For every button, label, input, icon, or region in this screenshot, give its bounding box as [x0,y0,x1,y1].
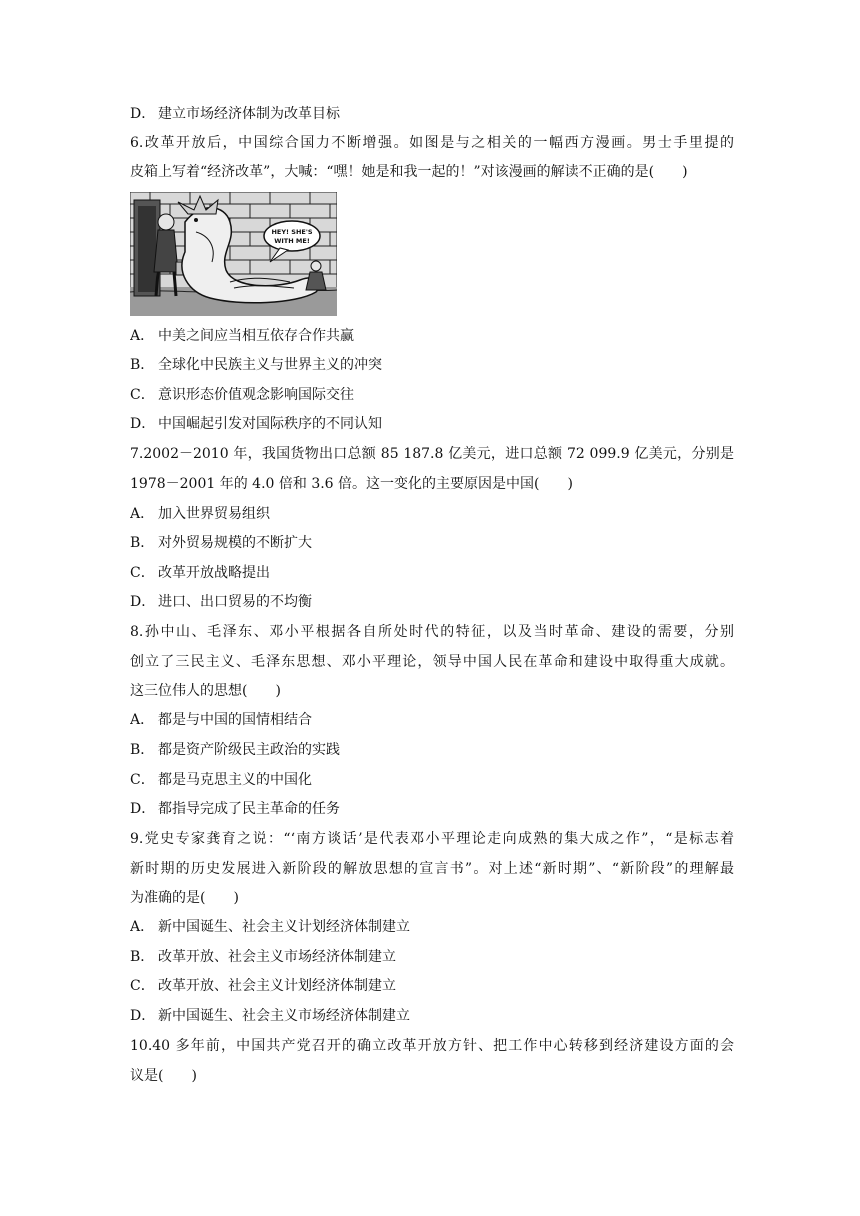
q6-cartoon-caption-line1: HEY! SHE'S [271,228,313,236]
q9-option-d-text: 新中国诞生、社会主义市场经济体制建立 [158,1008,410,1024]
q5-option-d [130,104,734,124]
q8-option-c-letter: C． [130,772,155,788]
q7-stem-line-2: 1978－2001 年的 4.0 倍和 3.6 倍。这一变化的主要原因是中国( ) [130,476,573,492]
q7-option-a [130,504,734,524]
q9-stem-line-3: 为准确的是( ) [130,890,239,906]
q6-option-a-letter: A． [130,328,155,344]
q7-option-b [130,533,734,553]
q5-option-d-letter: D． [130,106,156,122]
q7-stem-line-1: 7.2002－2010 年，我国货物出口总额 85 187.8 亿美元，进口总额 72 099.9 亿美元，分别是 [130,446,734,462]
q6-stem-line-2: 皮箱上写着“经济改革”，大喊：“嘿！她是和我一起的！”对该漫画的解读不正确的是( ) [130,164,688,180]
q6-option-c-letter: C． [130,387,155,403]
q8-option-b [130,740,734,760]
q8-option-b-text: 都是资产阶级民主政治的实践 [158,742,340,758]
q8-option-a-letter: A． [130,712,155,728]
q9-stem-line-1: 9.党史专家龚育之说：“‘南方谈话’是代表邓小平理论走向成熟的集大成之作”，“是标志着 [130,831,734,847]
q9-option-b-letter: B． [130,949,155,965]
q8-option-d-letter: D． [130,801,156,817]
q8-option-d [130,799,734,819]
q10-stem-line-1: 10.40 多年前，中国共产党召开的确立改革开放方针、把工作中心转移到经济建设方面的会 [130,1038,734,1054]
q9-option-b-text: 改革开放、社会主义市场经济体制建立 [158,949,396,965]
q10-stem-line-2: 议是( ) [130,1068,197,1084]
q6-stem-line-1: 6.改革开放后，中国综合国力不断增强。如图是与之相关的一幅西方漫画。男士手里提的 [130,135,734,151]
q9-option-b [130,947,734,967]
q7-option-b-letter: B． [130,535,155,551]
q7-option-b-text: 对外贸易规模的不断扩大 [158,535,312,551]
q8-option-d-text: 都指导完成了民主革命的任务 [158,801,340,817]
q7-option-d [130,592,734,612]
q6-cartoon-caption-line2: WITH ME! [274,237,310,245]
q7-option-a-letter: A． [130,506,155,522]
q6-option-c [130,385,734,405]
q8-stem-line-2: 创立了三民主义、毛泽东思想、邓小平理论，领导中国人民在革命和建设中取得重大成就。 [130,654,734,670]
q9-option-a-text: 新中国诞生、社会主义计划经济体制建立 [158,919,410,935]
q7-option-c-text: 改革开放战略提出 [158,565,270,581]
q8-stem-line-1: 8.孙中山、毛泽东、邓小平根据各自所处时代的特征，以及当时革命、建设的需要，分别 [130,624,734,640]
q9-option-d-letter: D． [130,1008,156,1024]
q6-option-b-letter: B． [130,357,155,373]
q7-option-c-letter: C． [130,565,155,581]
q9-option-a-letter: A． [130,919,155,935]
q9-option-c [130,976,734,996]
q6-option-b [130,355,734,375]
q8-option-a [130,710,734,730]
q9-option-a [130,917,734,937]
q7-option-a-text: 加入世界贸易组织 [158,506,270,522]
q9-option-c-letter: C． [130,978,155,994]
q5-option-d-text: 建立市场经济体制为改革目标 [158,106,340,122]
q8-option-b-letter: B． [130,742,155,758]
q9-stem-line-2: 新时期的历史发展进入新阶段的解放思想的宣言书”。对上述“新时期”、“新阶段”的理解最 [130,861,734,877]
q7-option-d-text: 进口、出口贸易的不均衡 [158,594,312,610]
q9-option-c-text: 改革开放、社会主义计划经济体制建立 [158,978,396,994]
q6-option-b-text: 全球化中民族主义与世界主义的冲突 [158,357,382,373]
q8-option-c-text: 都是马克思主义的中国化 [158,772,312,788]
q6-option-d-letter: D． [130,416,156,432]
q6-option-d-text: 中国崛起引发对国际秩序的不同认知 [158,416,382,432]
q8-option-c [130,770,734,790]
q8-stem-line-3: 这三位伟人的思想( ) [130,683,281,699]
q7-option-d-letter: D． [130,594,156,610]
q6-option-a-text: 中美之间应当相互依存合作共赢 [158,328,354,344]
q9-option-d [130,1006,734,1026]
q6-option-c-text: 意识形态价值观念影响国际交往 [158,387,354,403]
q6-cartoon-image [130,192,337,316]
q7-option-c [130,563,734,583]
q6-option-d [130,414,734,434]
q6-option-a [130,326,734,346]
q8-option-a-text: 都是与中国的国情相结合 [158,712,312,728]
